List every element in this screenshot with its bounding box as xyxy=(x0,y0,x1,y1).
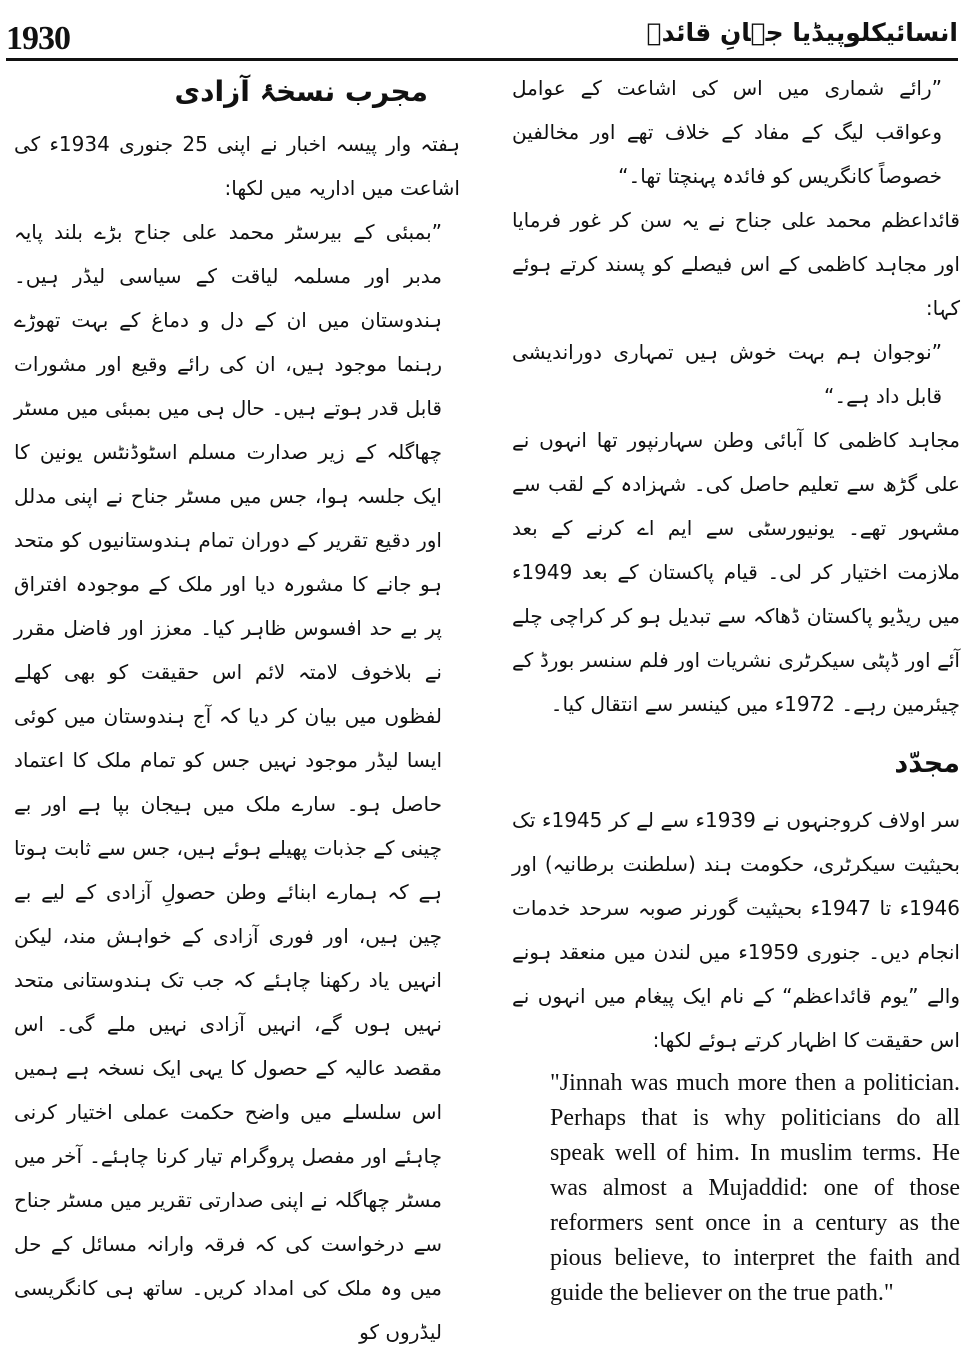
intro-paragraph: ہفتہ وار پیسہ اخبار نے اپنی 25 جنوری 1934ء کی اشاعت میں اداریہ میں لکھا: xyxy=(14,132,461,200)
left-column xyxy=(14,66,461,1344)
editorial-quote: ”بمبئی کے بیرسٹر محمد علی جناح بڑے بلند پایہ مدبر اور مسلمہ لیاقت کے سیاسی لیڈر ہیں۔ ہندوستان میں ان کے دل و دماغ کے بہت تھوڑے رہنما موجود ہیں، ان کی رائے وقیع اور مشورات قابل قدر ہوتے ہیں۔ حال ہی میں بمبئی میں مسٹر چھاگلہ کے زیر صدارت مسلم اسٹوڈنٹس یونین کا ایک جلسہ ہوا، جس میں مسٹر جناح نے اپنی مدلل اور دقیع تقریر کے دوران تمام ہندوستانیوں کو متحد ہو جانے کا مشورہ دیا اور ملک کے موجودہ افتراق پر بے حد افسوس ظاہر کیا۔ معزز اور فاضل مقرر نے بلاخوف لامتہ لائم اس حقیقت کو بھی کھلے لفظوں میں بیان کر دیا کہ آج ہندوستان میں کوئی ایسا لیڈر موجود نہیں جس کو تمام ملک کا اعتماد حاصل ہو۔ سارے ملک میں ہیجان بپا ہے اور بے چینی کے جذبات پھیلے ہوئے ہیں، جس سے ثابت ہوتا ہے کہ ہمارے ابنائے وطن حصولِ آزادی کے لیے بے چین ہیں، اور فوری آزادی کے خواہش مند، لیکن انہیں یاد رکھنا چاہئے کہ جب تک ہندوستانی متحد نہیں ہوں گے، انہیں آزادی نہیں ملے گی۔ اس مقصد عالیہ کے حصول کا یہی ایک نسخہ ہے ہمیں اس سلسلے میں واضح حکمت عملی اختیار کرنی چاہئے اور مفصل پروگرام تیار کرنا چاہئے۔ آخر میں مسٹر چھاگلہ نے اپنی صدارتی تقریر میں مسٹر جناح سے درخواست کی کہ فرقہ وارانہ مسائل کے حل میں وہ ملک کی امداد کریں۔ ساتھ ہی کانگریسی لیڈروں کو xyxy=(14,220,442,1344)
header-rule xyxy=(6,58,958,61)
quote-continuation: ”رائے شماری میں اس کی اشاعت کے عوامل وعواقب لیگ کے مفاد کے خلاف تھے اور مخالفین خصوصاً کانگریس کو فائدہ پہنچتا تھا۔“ xyxy=(512,76,942,188)
quote-quaid: ”نوجوان ہم بہت خوش ہیں تمہاری دوراندیشی قابل داد ہے۔“ xyxy=(512,340,942,408)
paragraph-kazmi-bio: مجاہد کاظمی کا آبائی وطن سہارنپور تھا انہوں نے علی گڑھ سے تعلیم حاصل کی۔ شہزادہ کے لقب سے مشہور تھے۔ یونیورسٹی سے ایم اے کرنے کے بعد ملازمت اختیار کر لی۔ قیام پاکستان کے بعد 1949ء میں ریڈیو پاکستان ڈھاکہ سے تبدیل ہو کر کراچی چلے آئے اور ڈپٹی سیکرٹری نشریات اور فلم سنسر بورڈ کے چیئرمین رہے۔ 1972ء میں کینسر سے انتقال کیا۔ xyxy=(512,428,960,716)
page-number: 1930 xyxy=(6,20,70,57)
paragraph-olaf-caroe: سر اولاف کروجنہوں نے 1939ء سے لے کر 1945ء تک بحیثیت سیکرٹری، حکومت ہند (سلطنت برطانیہ) اور 1946ء تا 1947ء بحیثیت گورنر صوبہ سرحد خدمات انجام دیں۔ جنوری 1959ء میں لندن میں منعقد ہونے والے ”یوم قائداعظم“ کے نام ایک پیغام میں انہوں نے اس حقیقت کا اظہار کرتے ہوئے لکھا: xyxy=(512,808,961,1052)
paragraph-quaid-response: قائداعظم محمد علی جناح نے یہ سن کر غور فرمایا اور مجاہد کاظمی کے اس فیصلے کو پسند کرتے ہوئے کہا: xyxy=(512,208,960,320)
section-heading-mujaddid: مجدّد xyxy=(894,748,960,779)
right-column xyxy=(512,66,960,1328)
english-quote: "Jinnah was much more then a politician. Perhaps that is why politicians do all speak well of him. In muslim terms. He was almost a Mujaddid: one of those reformers sent once in a century as the pious believe, to interpret the faith and guide the believer on the true path." xyxy=(550,1070,960,1306)
section-heading-freedom-recipe: مجرب نسخۂ آزادی xyxy=(174,75,428,108)
running-title: انسائیکلوپیڈیا جہانِ قائدؒ xyxy=(646,18,958,47)
